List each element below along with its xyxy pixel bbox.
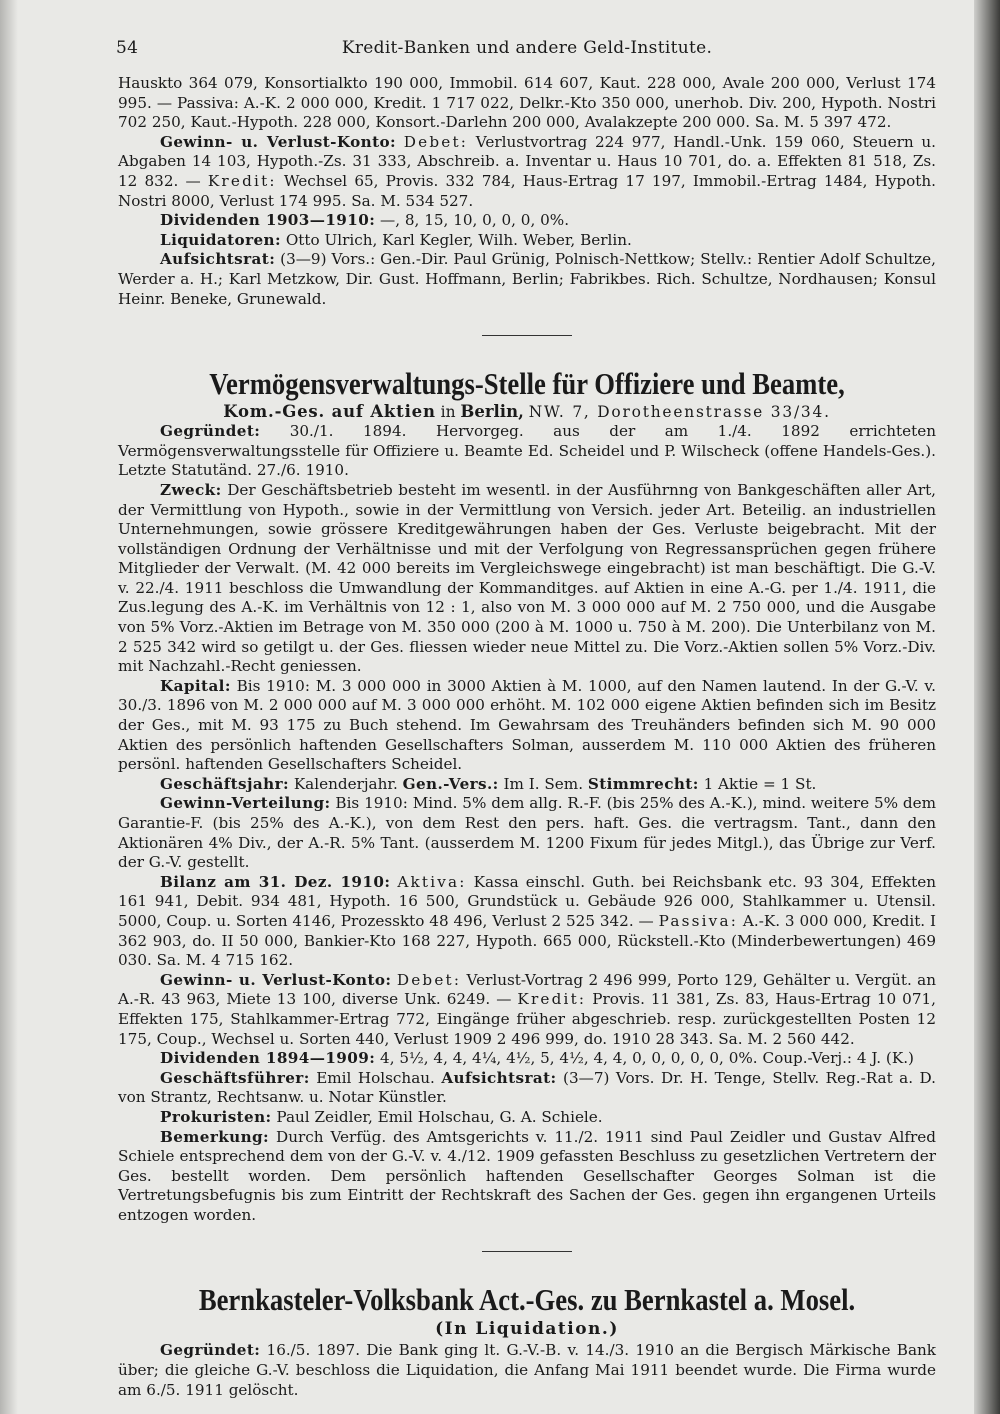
prev-gv: Gewinn- u. Verlust-Konto: Debet: Verlustvortrag 224 977, Handl.-Unk. 159 060, Steuern u. Abgaben 14 103, Hypoth.-Zs. 31 333, Abschreib. a. Inventar u. Haus 10 701, do. a. Effekten 81 518, Zs. 12 832. — Kredit: Wechsel 65, Provis. 332 784, Haus-Ertrag 17 197, Immobil.-Ertrag 1484, Hypoth. Nostri 8000, Verlust 174 995. Sa. M. 534 527. <box>118 132 937 210</box>
purpose-section: Zweck: Der Geschäftsbetrieb besteht im wesentl. in der Ausführnng von Bankgeschäften aller Art, der Vermittlung von Hypoth., sowie in der Vermittlung von Versich. jeder Art. Beteilig. an industriellen Unternehmungen, sowie grössere Kreditgewährungen haben der Ges. Verluste beigebracht. Mit der vollständigen Ordnung der Verhältnisse und mit der Verfolgung von Regressansprüchen gegen frühere Mitglieder der Verwalt. (M. 42 000 bereits im Vergleichswege eingebracht) ist man beschäftigt. Die G.-V. v. 22./4. 1911 beschloss die Umwandlung der Kommanditges. auf Aktien in eine A.-G. per 1./4. 1911, die Zus.legung des A.-K. im Verhältnis von 12 : 1, also von M. 3 000 000 auf M. 2 750 000, und die Ausgabe von 5% Vorz.-Aktien im Betrage von M. 350 000 (200 à M. 1000 u. 750 à M. 200). Die Unterbilanz von M. 2 525 342 wird so getilgt u. der Ges. fliessen wieder neue Mittel zu. Die Vorz.-Aktien sollen 5% Vorz.-Div. mit Nachzahl.-Recht geniessen. <box>118 480 937 676</box>
dividends-section: Dividenden 1894—1909: 4, 5½, 4, 4, 4¼, 4½, 5, 4½, 4, 4, 0, 0, 0, 0, 0, 0%. Coup.-Verj.: 4 J. (K.) <box>160 1049 914 1068</box>
capital-section: Kapital: Bis 1910: M. 3 000 000 in 3000 Aktien à M. 1000, auf den Namen lautend. In der G.-V. v. 30./3. 1896 von M. 2 000 000 auf M. 3 000 000 erhöht. M. 102 000 eigene Aktien befinden sich im Besitz der Ges., mit M. 93 175 zu Buch stehend. Im Gewahrsam des Treuhänders befinden sich M. 90 000 Aktien des persönlich haftenden Gesellschafters Solman, ausserdem M. 110 000 Aktien des früheren persönl. haftenden Gesellschafters Scheidel. <box>118 676 936 774</box>
page-header <box>118 38 936 74</box>
liquidation-status: (In Liquidation.) <box>435 1319 619 1340</box>
running-title: Kredit-Banken und andere Geld-Institute. <box>341 38 713 58</box>
profit-loss-section: Gewinn- u. Verlust-Konto: Debet: Verlust-Vortrag 2 496 999, Porto 129, Gehälter u. Vergüt. an A.-R. 43 963, Miete 13 100, diverse Unk. 6249. — Kredit: Provis. 11 381, Zs. 83, Haus-Ertrag 10 071, Effekten 175, Stahlkammer-Ertrag 772, Eingänge früher abgeschrieb. resp. zurückgestellten Posten 12 175, Coup., Wechsel u. Sorten 440, Verlust 1909 2 496 999, do. 1910 28 343. Sa. M. 2 560 442. <box>118 970 937 1048</box>
founded-section-bernkastel: Gegründet: 16./5. 1897. Die Bank ging lt. G.-V.-B. v. 14./3. 1910 an die Bergisch Märkische Bank über; die gleiche G.-V. beschloss die Liquidation, die Anfang Mai 1911 beendet wurde. Die Firma wurde am 6./5. 1911 gelöscht. <box>118 1341 937 1399</box>
section-divider <box>482 1251 572 1252</box>
management-section: Geschäftsführer: Emil Holschau. Aufsichtsrat: (3—7) Vors. Dr. H. Tenge, Stellv. Reg.-Rat a. D. von Strantz, Rechtsanw. u. Notar Künstler. <box>118 1068 936 1107</box>
scan-edge-left <box>0 0 18 1414</box>
balance-sheet-section: Bilanz am 31. Dez. 1910: Aktiva: Kassa einschl. Guth. bei Reichsbank etc. 93 304, Effekten 161 941, Debit. 934 481, Hypoth. 16 500, Grundstück u. Gebäude 926 000, Stahlkammer u. Utensil. 5000, Coup. u. Sorten 4146, Prozesskto 48 496, Verlust 2 525 342. — Passiva: A.-K. 3 000 000, Kredit. I 362 903, do. II 50 000, Bankier-Kto 168 227, Hypoth. 665 000, Rückstell.-Kto (Minderbewertungen) 469 030. Sa. M. 4 715 162. <box>118 872 937 970</box>
prev-supervisory-board: Aufsichtsrat: (3—9) Vors.: Gen.-Dir. Paul Grünig, Polnisch-Nettkow; Stellv.: Rentier Adolf Schultze, Werder a. H.; Karl Metzkow, Dir. Gust. Hoffmann, Berlin; Fabrikbes. Rich. Schultze, Nordhausen; Konsul Heinr. Beneke, Grunewald. <box>118 250 936 308</box>
prev-balance: Hauskto 364 079, Konsortialkto 190 000, Immobil. 614 607, Kaut. 228 000, Avale 200 000, Verlust 174 995. — Passiva: A.-K. 2 000 000, Kredit. 1 717 022, Delkr.-Kto 350 000, unerhob. Div. 200, Hypoth. Nostri 702 250, Kaut.-Hypoth. 228 000, Konsort.-Darlehn 200 000, Avalakzepte 200 000. Sa. M. 5 397 472. <box>118 74 936 132</box>
section-divider <box>482 335 572 336</box>
company-title-bernkasteler: Bernkasteler-Volksbank Act.-Ges. zu Bernkastel a. Mosel. <box>198 1282 856 1318</box>
fiscal-year-section: Geschäftsjahr: Kalenderjahr. Gen.-Vers.: Im I. Sem. Stimmrecht: 1 Aktie = 1 St. <box>160 774 817 793</box>
profit-distribution-section: Gewinn-Verteilung: Bis 1910: Mind. 5% dem allg. R.-F. (bis 25% des A.-K.), mind. weitere 5% dem Garantie-F. (bis 25% des A.-K.), von dem Rest den pers. haft. Ges. die vertragsm. Tant., dann den Aktionären 4% Div., der A.-R. 5% Tant. (ausserdem M. 1200 Fixum für jedes Mitgl.), das Übrige zur Verf. der G.-V. gestellt. <box>118 794 937 872</box>
remark-section: Bemerkung: Durch Verfüg. des Amtsgerichts v. 11./2. 1911 sind Paul Zeidler und Gustav Alfred Schiele entsprechend dem von der G.-V. v. 4./12. 1909 gefassten Beschluss zu gesetzlichen Vertretern der Ges. bestellt worden. Dem persönlich haftenden Gesellschafter Georges Solman ist die Vertretungsbefugnis bis zum Eintritt der Rechtskraft des Sachen der Ges. gegen ihn ergangenen Urteils entzogen worden. <box>118 1127 937 1224</box>
company-title-vermoegensverwaltung: Vermögensverwaltungs-Stelle für Offiziere und Beamte, <box>209 366 845 402</box>
founded-section: Gegründet: 30./1. 1894. Hervorgeg. aus der am 1./4. 1892 errichteten Vermögensverwaltungsstelle für Offiziere u. Beamte Ed. Scheidel und P. Wilscheck (offene Handels-Ges.). Letzte Statutänd. 27./6. 1910. <box>118 422 936 480</box>
authorized-officers-section: Prokuristen: Paul Zeidler, Emil Holschau, G. A. Schiele. <box>160 1107 603 1126</box>
prev-dividends: Dividenden 1903—1910: —, 8, 15, 10, 0, 0, 0, 0%. <box>160 211 570 230</box>
prev-liquidators: Liquidatoren: Otto Ulrich, Karl Kegler, Wilh. Weber, Berlin. <box>160 230 632 249</box>
page-number: 54 <box>116 38 139 58</box>
page-content <box>118 38 936 1400</box>
company-subline: Kom.-Ges. auf Aktien in Berlin, NW. 7, Dorotheenstrasse 33/34. <box>223 402 831 422</box>
scan-edge-right <box>974 0 1000 1414</box>
